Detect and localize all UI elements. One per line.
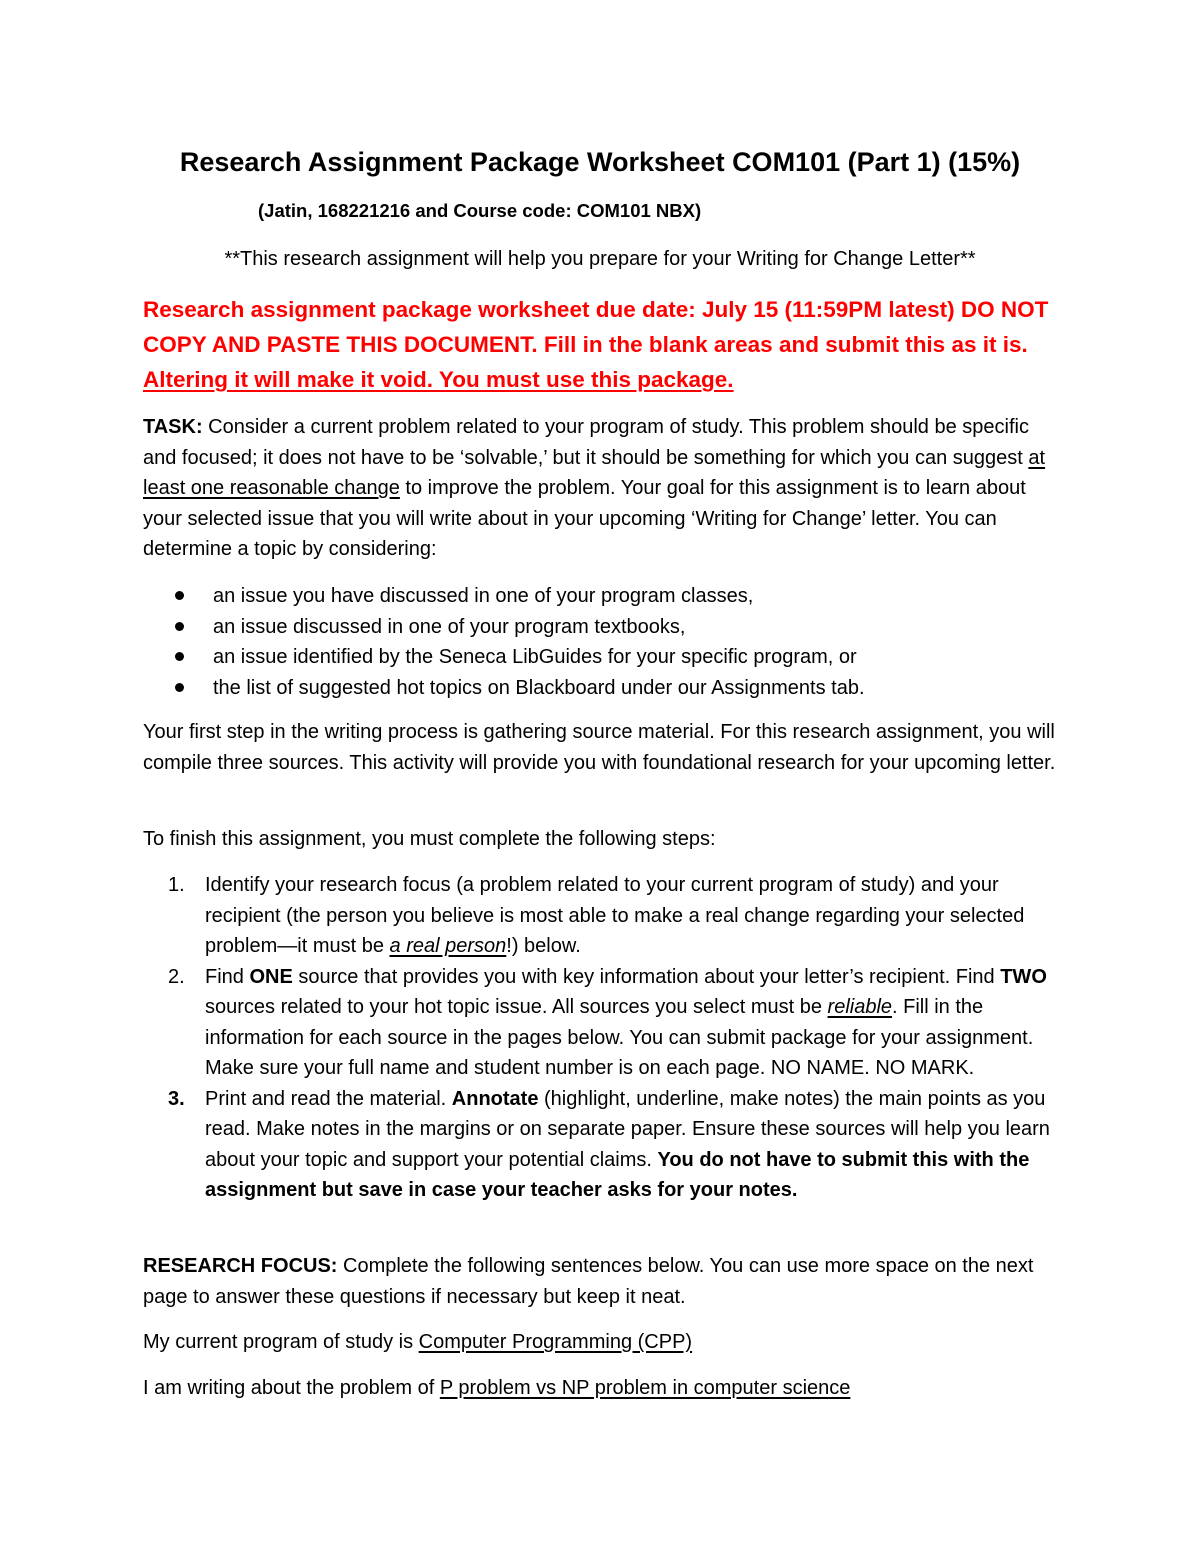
- step-item: [143, 870, 1063, 962]
- research-focus-label: RESEARCH FOCUS:: [143, 1255, 338, 1277]
- document-title: Research Assignment Package Worksheet COM101 (Part 1) (15%): [179, 147, 1021, 177]
- list-item: [143, 642, 1063, 673]
- list-item-text: an issue identified by the Seneca LibGuides for your specific program, or: [213, 646, 857, 668]
- first-step-paragraph: Your first step in the writing process is gathering source material. For this research assignment, you will compile three sources. This activity will provide you with foundational research for your upcoming letter.: [143, 721, 1056, 774]
- due-date-notice: [143, 292, 1063, 397]
- problem-sentence: [143, 1373, 1063, 1404]
- step-number: 1.: [168, 874, 185, 896]
- program-answer: Computer Programming (CPP): [418, 1331, 693, 1353]
- task-label: TASK:: [143, 416, 203, 438]
- task-emphasis: at least one reasonable change: [143, 446, 1046, 499]
- step-text: Identify your research focus (a problem related to your current program of study) and your recipient (the person you believe is most able to make a real change regarding your selected problem—it must be: [205, 874, 1025, 957]
- program-prefix: My current program of study is: [143, 1331, 419, 1353]
- task-text-continued: to improve the problem. Your goal for this assignment is to learn about your selected issue that you will write about in your upcoming ‘Writing for Change’ letter. You can determine a topic by considering:: [143, 477, 1026, 560]
- list-item: [143, 673, 1063, 704]
- research-focus-paragraph: [143, 1251, 1063, 1312]
- step-bold: Annotate: [451, 1087, 539, 1110]
- step-bold: TWO: [1000, 965, 1047, 988]
- step-bold-note: You do not have to submit this with the assignment but save in case your teacher asks for your notes.: [205, 1148, 1030, 1201]
- step-text: source that provides you with key information about your letter’s recipient. Find: [292, 965, 1001, 988]
- step-text: sources related to your hot topic issue. All sources you select must be: [205, 996, 828, 1018]
- list-item-text: an issue you have discussed in one of your program classes,: [213, 585, 754, 607]
- step-text-end: !) below.: [506, 935, 581, 957]
- step-text-end: . Fill in the information for each source in the pages below. You can submit package for your assignment. Make sure your full name and student number is on each page. NO NAME. NO MARK.: [205, 996, 1034, 1079]
- list-item: [143, 581, 1063, 612]
- research-focus-text: Complete the following sentences below. You can use more space on the next page to answer these questions if necessary but keep it neat.: [143, 1255, 1034, 1308]
- document-subtitle: **This research assignment will help you prepare for your Writing for Change Letter**: [224, 248, 976, 270]
- step-emphasis: a real person: [389, 935, 507, 957]
- step-number: 2.: [168, 965, 185, 988]
- problem-prefix: I am writing about the problem of: [143, 1377, 440, 1399]
- bullet-icon: [175, 683, 184, 692]
- topic-options-list: [143, 581, 1063, 703]
- steps-list: [143, 870, 1063, 1206]
- step-text: (highlight, underline, make notes) the main points as you read. Make notes in the margins or on separate paper. Ensure these sources will help you learn about your topic and support your potential claims.: [205, 1087, 1050, 1171]
- program-sentence: [143, 1327, 1063, 1358]
- finish-instructions: To finish this assignment, you must complete the following steps:: [143, 828, 716, 850]
- step-emphasis: reliable: [827, 996, 893, 1018]
- problem-answer: P problem vs NP problem in computer science: [439, 1377, 851, 1399]
- bullet-icon: [175, 652, 184, 661]
- due-date-warning: Altering it will make it void. You must use this package.: [143, 367, 734, 392]
- bullet-icon: [175, 591, 184, 600]
- bullet-icon: [175, 622, 184, 631]
- step-item: [143, 962, 1063, 1084]
- step-text: Find: [205, 965, 250, 988]
- list-item-text: an issue discussed in one of your program textbooks,: [213, 615, 686, 638]
- step-item: [143, 1084, 1063, 1206]
- step-text: Print and read the material.: [205, 1087, 452, 1110]
- due-date-text: Research assignment package worksheet due date: July 15 (11:59PM latest) DO NOT COPY AND PASTE THIS DOCUMENT. Fill in the blank areas and submit this as it is.: [143, 297, 1049, 357]
- task-paragraph: [143, 412, 1063, 565]
- task-text: Consider a current problem related to your program of study. This problem should be specific and focused; it does not have to be ‘solvable,’ but it should be something for which you can suggest: [143, 416, 1029, 469]
- step-bold: ONE: [249, 965, 293, 988]
- list-item-text: the list of suggested hot topics on Blackboard under our Assignments tab.: [213, 676, 865, 699]
- list-item: [143, 612, 1063, 643]
- step-number: 3.: [168, 1087, 185, 1110]
- student-info: (Jatin, 168221216 and Course code: COM101 NBX): [258, 200, 702, 221]
